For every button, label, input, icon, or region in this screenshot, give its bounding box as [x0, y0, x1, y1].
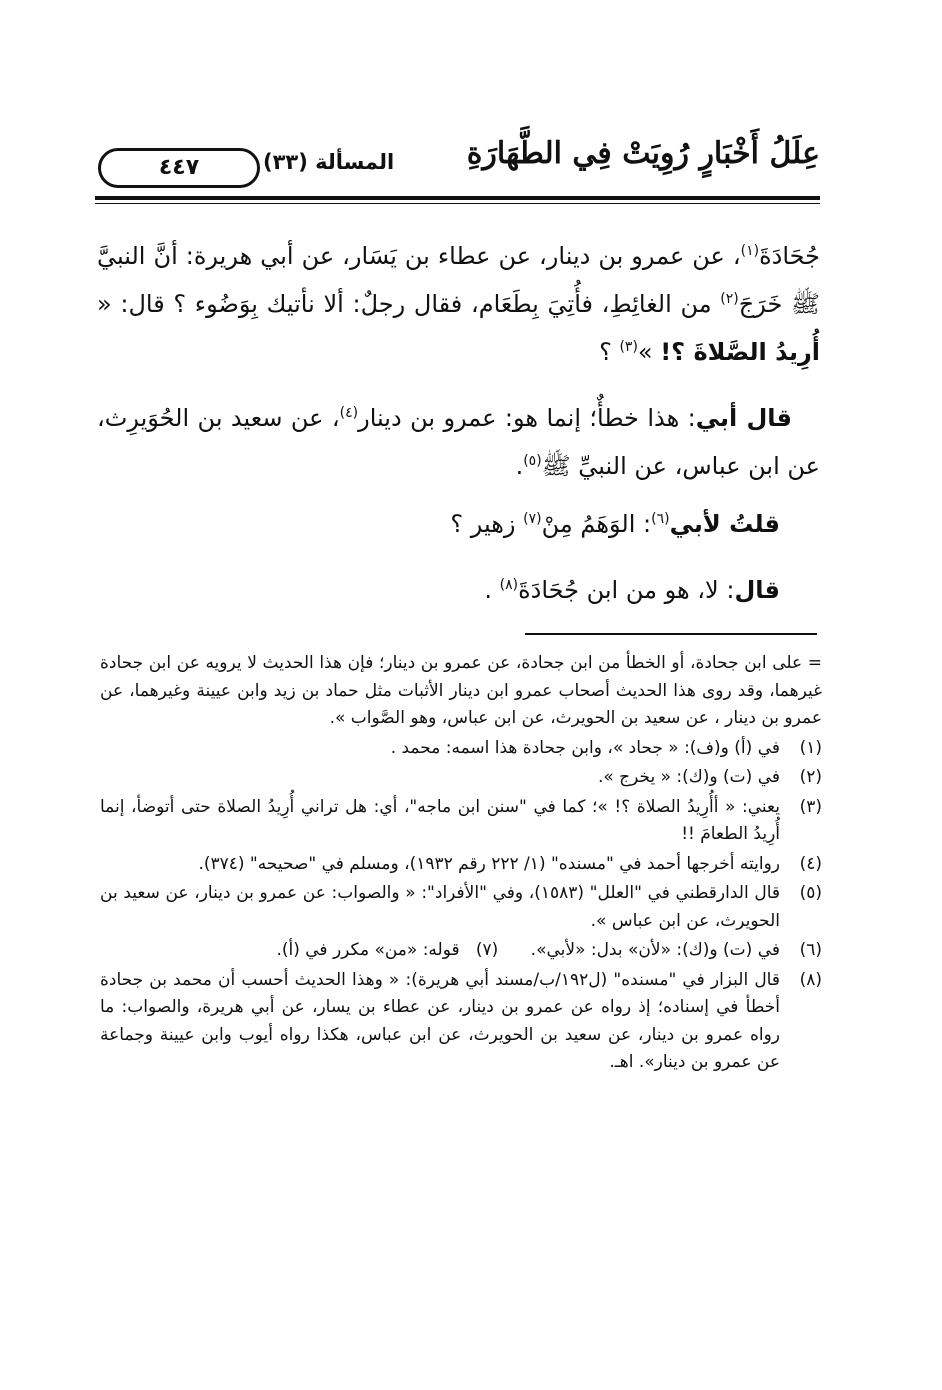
text-segment: ، عن سعيد بن الحُوَيرِث، عن ابن عباس، عن النبيِّ ﷺ — [97, 404, 820, 480]
footnote-number: (٦) — [799, 940, 822, 960]
text-segment: : لا، هو من ابن جُحَادَةَ — [518, 576, 735, 604]
text-segment: » — [637, 338, 661, 366]
chapter-label: المسألة (٣٣) — [263, 150, 395, 174]
text-segment: من الغائِطِ، فأُتِيَ بِطَعَام، فقال رجلٌ: ألا نأتيك بِوَضُوء ؟ قال: « — [97, 290, 721, 318]
footnote-ref-4[interactable]: (٤) — [339, 405, 359, 421]
footnote-item — [100, 967, 822, 1077]
footnote-ref-6[interactable]: (٦) — [651, 511, 670, 527]
footnote-item — [100, 764, 822, 792]
footnote-ref-2[interactable]: (٢) — [720, 291, 739, 307]
text-segment: : هذا خطأٌ؛ إنما هو: عمرو بن دينار — [358, 404, 696, 432]
answer-line — [97, 566, 780, 614]
speaker-label: قلتُ لأبي — [669, 510, 780, 538]
footnotes — [100, 650, 822, 1077]
hadith-quote: أُرِيدُ الصَّلاةَ ؟! — [660, 338, 820, 366]
text-segment: زهير ؟ — [450, 510, 524, 538]
footnote-number: (٢) — [799, 767, 822, 787]
text-segment: . — [484, 576, 500, 604]
footnote-item — [100, 735, 822, 763]
footnote-text: في (أ) و(ف): « جحاد »، وابن جحادة هذا اسمه: محمد . — [390, 737, 780, 758]
footnote-ref-8[interactable]: (٨) — [499, 577, 519, 593]
footnote-text: قال البزار في "مسنده" (ل١٩٢/ب/مسند أبي هريرة): « وهذا الحديث أحسب أن محمد بن جحادة أخطأ في إسناده؛ إذ رواه عن عمرو بن دينار، عن عطاء بن يسار، عن أبي هريرة، والصواب: ما رواه عمرو بن دينار، عن سعيد بن الحويرث، عن ابن عباس، هكذا رواه أيوب وابن عيينة وجماعة عن عمرو بن دينار». اهـ. — [100, 969, 780, 1072]
footnote-number: (٨) — [799, 969, 822, 990]
hadith-paragraph — [97, 232, 820, 376]
text-segment: : الوَهَمُ مِنْ — [541, 510, 652, 538]
footnote-text: قال الدارقطني في "العلل" (١٥٨٣)، وفي "الأفراد": « والصواب: عن عمرو بن دينار، عن سعيد بن الحويرث، عن ابن عباس ». — [100, 883, 780, 931]
header-rule-thin — [95, 203, 820, 204]
footnote-item — [100, 851, 822, 879]
footnote-number: (٥) — [799, 883, 822, 903]
footnote-number: (١) — [799, 737, 822, 758]
text-segment: ، عن عمرو بن دينار، عن عطاء بن يَسَار، عن أبي هريرة: أنَّ النبيَّ ﷺ خَرَجَ — [97, 242, 820, 318]
footnote-item — [100, 880, 822, 935]
footnote-item — [100, 937, 822, 965]
text-segment: جُحَادَةَ — [759, 242, 820, 270]
footnote-ref-3[interactable]: (٣) — [619, 339, 638, 355]
main-text — [97, 232, 820, 632]
footnote-text: في (ت) و(ك): « يخرج ». — [597, 767, 780, 787]
speaker-label: قال — [734, 576, 780, 604]
footnote-ref-7[interactable]: (٧) — [523, 511, 542, 527]
abi-statement-paragraph — [97, 394, 820, 490]
text-segment: ؟ — [599, 338, 620, 366]
footnote-ref-1[interactable]: (١) — [740, 243, 760, 259]
footnote-text: في (ت) و(ك): «لأن» بدل: «لأبي». (٧) قوله: «من» مكرر في (أ). — [276, 940, 780, 960]
book-title: عِلَلُ أَخْبَارٍ رُوِيَتْ فِي الطَّهَارَةِ — [466, 136, 820, 171]
header-rule-thick — [95, 196, 820, 200]
footnote-text: روايته أخرجها أحمد في "مسنده" (١/ ٢٢٢ رقم ١٩٣٢)، ومسلم في "صحيحه" (٣٧٤). — [198, 853, 780, 874]
footnote-ref-5[interactable]: (٥) — [523, 453, 542, 469]
footnote-separator — [525, 633, 817, 635]
footnote-number: (٤) — [799, 853, 822, 874]
speaker-label: قال أبي — [695, 404, 792, 432]
page-number-badge: ٤٤٧ — [98, 148, 260, 188]
question-line — [97, 500, 780, 548]
footnote-continuation: = على ابن جحادة، أو الخطأ من ابن جحادة، عن عمرو بن دينار؛ فإن هذا الحديث لا يرويه عن ابن جحادة غيرهما، وقد روى هذا الحديث أصحاب عمرو ابن دينار الأثبات مثل حماد بن زيد وابن عيينة وغيرهما، عن عمرو بن دينار ، عن سعيد بن الحويرث، عن ابن عباس، وهو الصَّواب ». — [100, 653, 822, 728]
footnote-item — [100, 794, 822, 849]
page-header — [95, 130, 820, 200]
text-segment: . — [515, 452, 524, 480]
footnote-number: (٣) — [799, 796, 822, 817]
footnote-text: يعني: « أأُرِيدُ الصلاة ؟! »؛ كما في "سنن ابن ماجه"، أي: هل تراني أُرِيدُ الصلاة حتى أتوضأ، إنما أُرِيدُ الطعامَ !! — [100, 796, 780, 844]
